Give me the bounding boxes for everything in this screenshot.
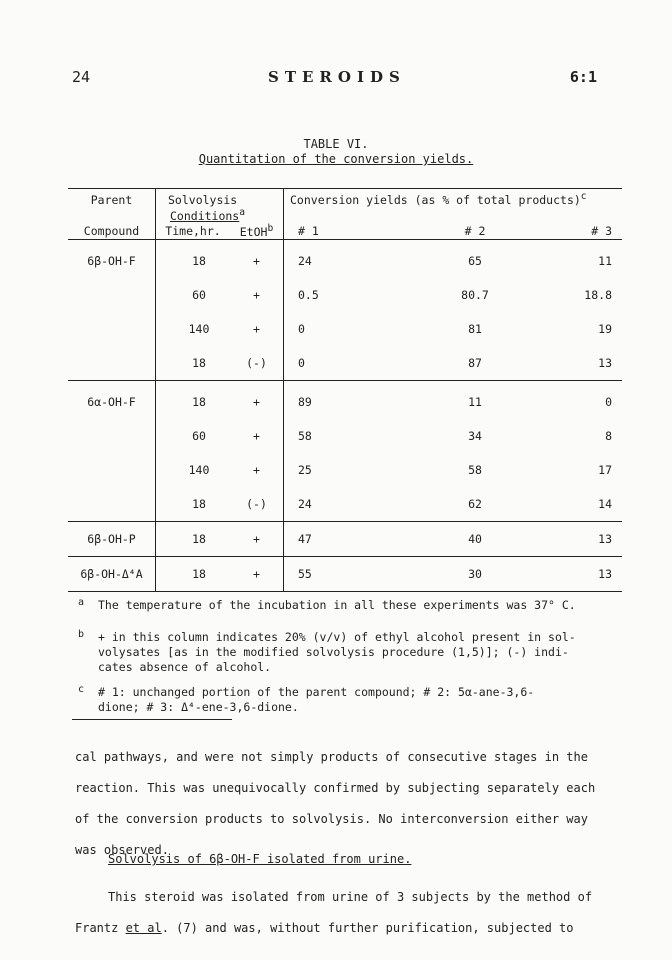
cell-compound: 6α-OH-F	[87, 394, 136, 409]
cell-compound	[68, 453, 156, 487]
cell-yield-1: 89	[284, 380, 409, 419]
cell-etoh: +	[253, 394, 260, 409]
footnote-b	[78, 630, 608, 675]
cell-time: 140	[156, 453, 231, 487]
cell-time: 18	[156, 521, 231, 556]
cell-time: 60	[156, 278, 231, 312]
footnote-c-line: dione; # 3: Δ⁴-ene-3,6-dione.	[98, 700, 299, 714]
cell-compound	[68, 278, 156, 312]
cell-compound: 6β-OH-F	[87, 253, 136, 268]
header-conditions	[156, 207, 284, 223]
cell-yield-2: 34	[468, 428, 482, 443]
cell-time: 18	[156, 346, 231, 381]
cell-yield-2: 81	[468, 321, 482, 336]
cell-time: 60	[156, 419, 231, 453]
header-etoh-label: EtOH	[239, 224, 268, 239]
cell-time: 18	[156, 487, 231, 522]
cell-yield-3: 13	[542, 521, 622, 556]
cell-etoh: +	[253, 321, 260, 336]
cell-yield-3: 11	[598, 253, 612, 268]
paragraph-line: cal pathways, and were not simply products of consecutive stages in the	[75, 750, 588, 764]
et-al-text: et al	[125, 921, 162, 935]
cell-compound	[68, 312, 156, 346]
footnote-a-text: The temperature of the incubation in all these experiments was 37° C.	[98, 598, 576, 612]
section-heading: Solvolysis of 6β-OH-F isolated from urine.	[108, 852, 412, 866]
paragraph-text: . (7) and was, without further purification, subjected to	[161, 921, 574, 935]
cell-yield-1: 0.5	[284, 278, 409, 312]
table-row	[68, 487, 622, 522]
cell-compound	[68, 419, 156, 453]
header-product-2: # 2	[408, 223, 542, 239]
cell-etoh: (-)	[230, 346, 284, 381]
header-conditions-sup: a	[239, 207, 246, 219]
footnote-b-line: cates absence of alcohol.	[98, 660, 272, 674]
table-row	[68, 312, 622, 346]
header-time: Time,hr.	[156, 223, 231, 239]
conversion-yields-table	[68, 188, 622, 592]
footnote-b-line: + in this column indicates 20% (v/v) of ethyl alcohol present in sol-	[98, 630, 576, 644]
table-row	[68, 556, 622, 591]
table-subtitle: Quantitation of the conversion yields.	[198, 152, 474, 166]
footnote-a-mark: a	[78, 597, 85, 608]
paragraph-line	[75, 913, 615, 944]
header-solvolysis-label: Solvolysis	[168, 193, 238, 207]
header-parent: Parent	[68, 189, 156, 208]
footnote-b-line: volysates [as in the modified solvolysis procedure (1,5)]; (-) indi-	[98, 645, 569, 659]
cell-etoh: +	[253, 253, 260, 268]
cell-yield-2: 80.7	[461, 287, 489, 302]
cell-yield-1: 0	[284, 346, 409, 381]
cell-yield-2: 62	[408, 487, 542, 522]
cell-yield-2: 58	[468, 462, 482, 477]
paragraph-line: reaction. This was unequivocally confirmed by subjecting separately each	[75, 781, 596, 795]
cell-yield-3: 18.8	[584, 287, 612, 302]
cell-compound: 6β-OH-P	[68, 521, 156, 556]
cell-etoh: +	[230, 556, 284, 591]
table-row	[68, 521, 622, 556]
table-row	[68, 419, 622, 453]
issue-number: 6:1	[569, 68, 597, 86]
page-number: 24	[72, 68, 91, 86]
table-title: TABLE VI.	[303, 137, 369, 151]
cell-compound	[68, 346, 156, 381]
body-paragraph-2	[75, 882, 615, 944]
cell-etoh: (-)	[230, 487, 284, 522]
table-row	[68, 346, 622, 381]
header-compound: Compound	[68, 223, 156, 239]
table-row	[68, 380, 622, 419]
header-conditions-label: Conditions	[170, 208, 240, 223]
cell-yield-3: 13	[542, 556, 622, 591]
journal-title: STEROIDS	[268, 68, 406, 86]
cell-yield-1: 24	[284, 487, 409, 522]
cell-yield-3: 14	[542, 487, 622, 522]
header-etoh-sup: b	[267, 223, 274, 234]
cell-time: 140	[156, 312, 231, 346]
cell-yield-3: 17	[598, 462, 612, 477]
cell-etoh: +	[253, 287, 260, 302]
table-row	[68, 239, 622, 278]
header-solvolysis	[156, 189, 284, 208]
cell-yield-1: 58	[284, 419, 409, 453]
paragraph-line: was observed.	[75, 843, 169, 857]
cell-etoh: +	[253, 428, 260, 443]
body-paragraph-1	[75, 742, 605, 866]
paragraph-line: of the conversion products to solvolysis. No interconversion either way	[75, 812, 588, 826]
cell-yield-2: 87	[408, 346, 542, 381]
cell-time: 18	[156, 380, 231, 419]
header-conversion-label: Conversion yields (as % of total products)	[290, 193, 581, 207]
cell-yield-2: 30	[408, 556, 542, 591]
cell-yield-3: 19	[598, 321, 612, 336]
header-product-1: # 1	[284, 223, 409, 239]
paragraph-text: Frantz	[75, 921, 126, 935]
cell-yield-1: 55	[284, 556, 409, 591]
header-etoh	[230, 223, 284, 239]
footnote-c	[78, 685, 608, 715]
cell-yield-2: 65	[468, 253, 482, 268]
cell-yield-3: 8	[605, 428, 612, 443]
cell-etoh: +	[253, 462, 260, 477]
footnote-rule	[72, 719, 232, 720]
footnote-c-mark: c	[78, 684, 85, 695]
cell-yield-1: 0	[284, 312, 409, 346]
cell-time: 18	[156, 556, 231, 591]
cell-yield-1: 24	[284, 239, 409, 278]
header-conversion	[284, 189, 623, 208]
footnote-b-mark: b	[78, 629, 85, 640]
cell-yield-1: 47	[284, 521, 409, 556]
header-blank	[68, 207, 156, 223]
footnote-a	[78, 598, 608, 613]
cell-yield-2: 11	[468, 394, 482, 409]
cell-compound	[68, 487, 156, 522]
header-blank-conv	[284, 207, 623, 223]
footnote-c-line: # 1: unchanged portion of the parent compound; # 2: 5α-ane-3,6-	[98, 685, 535, 699]
header-conversion-sup: c	[580, 191, 587, 203]
cell-yield-2: 40	[408, 521, 542, 556]
cell-yield-3: 13	[542, 346, 622, 381]
cell-time: 18	[156, 239, 231, 278]
paragraph-line: This steroid was isolated from urine of 3 subjects by the method of	[108, 890, 593, 904]
table-row	[68, 278, 622, 312]
cell-compound: 6β-OH-Δ⁴A	[68, 556, 156, 591]
cell-etoh: +	[230, 521, 284, 556]
cell-yield-3: 0	[605, 394, 612, 409]
table-row	[68, 453, 622, 487]
header-product-3: # 3	[542, 223, 622, 239]
cell-yield-1: 25	[284, 453, 409, 487]
